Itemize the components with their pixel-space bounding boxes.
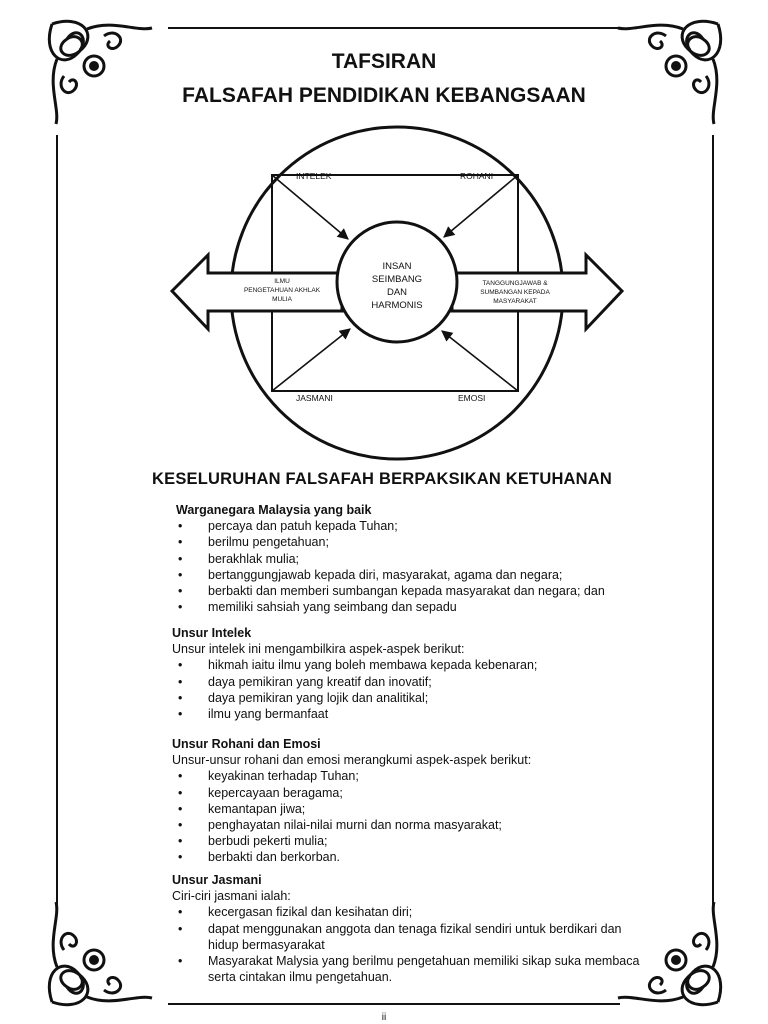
fpk-diagram (160, 125, 635, 470)
right-arrow-text-1: TANGGUNGJAWAB & (482, 280, 548, 287)
page-title: TAFSIRAN (331, 50, 437, 73)
label-rohani: ROHANI (460, 171, 494, 181)
page-number: ii (381, 1012, 387, 1023)
ornament-corner-top-left-icon (42, 14, 162, 134)
list-item: • berbakti dan memberi sumbangan kepada masyarakat dan negara; dan (172, 583, 642, 599)
list-item: • memiliki sahsiah yang seimbang dan sepadu (172, 599, 642, 615)
section-jasmani (172, 872, 642, 985)
bullet-list (172, 904, 642, 985)
frame-top-line (168, 27, 620, 29)
section-intro: Ciri-ciri jasmani ialah: (172, 889, 291, 904)
list-item: • daya pemikiran yang lojik dan analitikal; (172, 690, 642, 706)
center-text-4: HARMONIS (371, 300, 423, 311)
list-item: • kepercayaan beragama; (172, 785, 642, 801)
list-item: • hikmah iaitu ilmu yang boleh membawa kepada kebenaran; (172, 657, 642, 673)
ornament-corner-bottom-left-icon (42, 892, 162, 1012)
section-rohani-emosi (172, 736, 642, 866)
ornament-corner-top-right-icon (608, 14, 728, 134)
list-item: • kecergasan fizikal dan kesihatan diri; (172, 904, 642, 920)
left-arrow-text-3: MULIA (272, 296, 292, 303)
left-arrow-text-1: ILMU (274, 278, 290, 285)
list-item: • ilmu yang bermanfaat (172, 706, 642, 722)
left-arrow-text-2: PENGETAHUAN AKHLAK (243, 287, 321, 294)
label-intelek: INTELEK (296, 171, 332, 181)
label-emosi: EMOSI (458, 393, 486, 403)
center-text-1: INSAN (382, 261, 412, 272)
frame-bottom-line (168, 1003, 620, 1005)
section-intelek (172, 625, 642, 722)
list-item: • percaya dan patuh kepada Tuhan; (172, 518, 642, 534)
frame-left-line (56, 135, 58, 905)
center-text-2: SEIMBANG (371, 274, 423, 285)
section-heading: Unsur Jasmani (172, 873, 262, 887)
list-item: • berilmu pengetahuan; (172, 534, 642, 550)
list-item: • Masyarakat Malysia yang berilmu pengetahuan memiliki sikap suka membaca serta cintakan ilmu pengetahuan. (172, 953, 642, 985)
list-item: • berbakti dan berkorban. (172, 849, 642, 865)
right-arrow-text-2: SUMBANGAN KEPADA (480, 289, 550, 296)
section-warganegara (172, 502, 642, 615)
page-subtitle: FALSAFAH PENDIDIKAN KEBANGSAAN (182, 84, 586, 107)
list-item: • daya pemikiran yang kreatif dan inovatif; (172, 674, 642, 690)
list-item: • berakhlak mulia; (172, 551, 642, 567)
bullet-list (172, 657, 642, 722)
main-heading: KESELURUHAN FALSAFAH BERPAKSIKAN KETUHANAN (152, 470, 613, 488)
list-item: • kemantapan jiwa; (172, 801, 642, 817)
center-text-3: DAN (386, 287, 408, 298)
bullet-list (172, 768, 642, 865)
label-jasmani: JASMANI (296, 393, 333, 403)
right-arrow-text-3: MASYARAKAT (493, 298, 537, 305)
section-intro: Unsur intelek ini mengambilkira aspek-aspek berikut: (172, 642, 465, 657)
bullet-list (172, 518, 642, 615)
list-item: • keyakinan terhadap Tuhan; (172, 768, 642, 784)
section-heading: Unsur Intelek (172, 626, 252, 640)
list-item: • penghayatan nilai-nilai murni dan norma masyarakat; (172, 817, 642, 833)
section-heading: Unsur Rohani dan Emosi (172, 737, 321, 751)
list-item: • berbudi pekerti mulia; (172, 833, 642, 849)
list-item: • dapat menggunakan anggota dan tenaga fizikal sendiri untuk berdikari dan hidup bermasyarakat (172, 921, 642, 953)
frame-right-line (712, 135, 714, 905)
section-heading: Warganegara Malaysia yang baik (176, 503, 372, 517)
section-intro: Unsur-unsur rohani dan emosi merangkumi aspek-aspek berikut: (172, 753, 532, 768)
list-item: • bertanggungjawab kepada diri, masyarakat, agama dan negara; (172, 567, 642, 583)
